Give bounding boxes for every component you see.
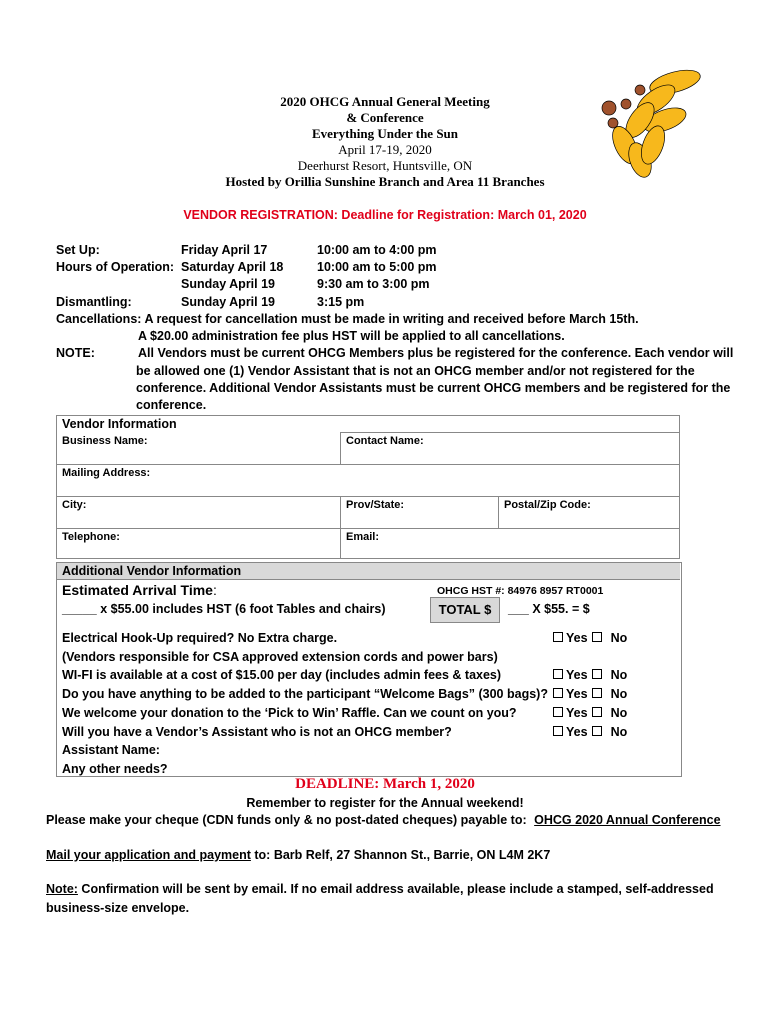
schedule-day: Saturday April 18 [181,260,284,274]
question-row: Do you have anything to be added to the participant “Welcome Bags” (300 bags)? [62,687,548,702]
question-row: (Vendors responsible for CSA approved extension cords and power bars) [62,649,498,664]
remember-note: Remember to register for the Annual weekend! [246,796,524,810]
schedule-day: Sunday April 19 [181,295,276,309]
event-subtitle: & Conference [346,110,424,125]
event-location: Deerhurst Resort, Huntsville, ON [297,158,473,173]
registration-title: VENDOR REGISTRATION: Deadline for Registration: March 01, 2020 [183,208,587,222]
checkbox-icon [592,669,602,679]
checkbox-icon [592,726,602,736]
deadline-heading: DEADLINE: March 1, 2020 [295,776,475,792]
event-dates: April 17-19, 2020 [338,142,432,157]
checkbox-icon [592,707,602,717]
admin-fee-note: A $20.00 administration fee plus HST will be applied to all cancellations. [138,329,565,343]
mail-label: Mail your application and payment [46,848,251,862]
no-checkbox[interactable]: No [592,687,628,701]
checkbox-icon [592,632,602,642]
note-label-footer: Note: [46,882,78,896]
yes-no-options [553,725,627,739]
total-calculation[interactable]: ___ X $55. = $ [508,602,590,616]
cheque-instruction: Please make your cheque (CDN funds only & no post-dated cheques) payable to: OHCG 2020 Annual Conference [46,813,721,827]
checkbox-icon [553,632,563,642]
no-checkbox[interactable]: No [592,631,628,645]
event-title: 2020 OHCG Annual General Meeting [280,94,490,109]
vendor-information-table [56,415,680,559]
yes-checkbox[interactable]: Yes [553,687,588,701]
yes-no-options [553,668,627,682]
event-theme: Everything Under the Sun [311,126,459,141]
event-hosts: Hosted by Orillia Sunshine Branch and Area 11 Branches [225,174,545,189]
question-row: Will you have a Vendor’s Assistant who is not an OHCG member? [62,724,452,739]
question-row: Electrical Hook-Up required? No Extra charge. [62,631,338,645]
mailing-address-field[interactable]: Mailing Address: [57,465,680,497]
question-row: WI-FI is available at a cost of $15.00 per day (includes admin fees & taxes) [62,668,502,683]
total-label: TOTAL $ [430,597,500,623]
checkbox-icon [592,688,602,698]
cancellation-policy: Cancellations: A request for cancellation must be made in writing and received before March 15th. [56,312,639,326]
setup-label: Set Up: [56,243,100,257]
postal-zip-field[interactable]: Postal/Zip Code: [499,497,680,529]
schedule-day: Sunday April 19 [181,277,276,291]
yes-no-options [553,706,627,720]
yes-no-options [553,687,627,701]
hst-number: OHCG HST #: 84976 8957 RT0001 [437,585,604,597]
confirmation-note-cont: business-size envelope. [46,901,190,915]
checkbox-icon [553,726,563,736]
no-checkbox[interactable]: No [592,725,628,739]
no-checkbox[interactable]: No [592,668,628,682]
tables-order-line[interactable]: _____ x $55.00 includes HST (6 foot Tables and chairs) [62,602,386,616]
question-row: Any other needs? [62,761,168,776]
contact-name-field[interactable]: Contact Name: [341,433,680,465]
email-field[interactable]: Email: [341,529,680,559]
checkbox-icon [553,707,563,717]
no-checkbox[interactable]: No [592,706,628,720]
question-row: We welcome your donation to the ‘Pick to Win’ Raffle. Can we count on you? [62,705,517,720]
yes-checkbox[interactable]: Yes [553,725,588,739]
schedule-day: Friday April 17 [181,243,268,257]
dismantling-label: Dismantling: [56,295,132,309]
telephone-field[interactable]: Telephone: [57,529,341,559]
schedule-time: 10:00 am to 5:00 pm [317,260,437,274]
logo-seed [621,99,631,109]
event-header [160,94,610,190]
confirmation-note: Note: Confirmation will be sent by email. If no email address available, please include a stamped, self-addressed [46,882,714,896]
checkbox-icon [553,688,563,698]
note-text: conference. [136,398,207,412]
note-text: All Vendors must be current OHCG Members plus be registered for the conference. Each vendor will [138,346,734,360]
additional-info-title: Additional Vendor Information [62,564,242,578]
checkbox-icon [553,669,563,679]
yes-checkbox[interactable]: Yes [553,668,588,682]
mailing-instruction [46,848,550,862]
prov-state-field[interactable]: Prov/State: [341,497,499,529]
schedule-time: 9:30 am to 3:00 pm [317,277,430,291]
question-row: Assistant Name: [62,743,160,758]
arrival-time-label[interactable]: Estimated Arrival Time: [62,582,217,598]
yes-no-options [553,631,627,645]
business-name-field[interactable]: Business Name: [57,433,341,465]
vendor-info-title: Vendor Information [57,416,680,433]
yes-checkbox[interactable]: Yes [553,631,588,645]
hours-label: Hours of Operation: [56,260,175,274]
note-text: be allowed one (1) Vendor Assistant that is not an OHCG member and/or not registered for the [136,364,695,378]
yes-checkbox[interactable]: Yes [553,706,588,720]
note-text: conference. Additional Vendor Assistants must be current OHCG members and be registered for the [136,381,731,395]
note-label: NOTE: [56,346,95,360]
schedule-time: 10:00 am to 4:00 pm [317,243,437,257]
mail-address: to: Barb Relf, 27 Shannon St., Barrie, ON L4M 2K7 [250,848,551,862]
city-field[interactable]: City: [57,497,341,529]
schedule-time: 3:15 pm [317,295,365,309]
cheque-payee: OHCG 2020 Annual Conference [534,813,721,827]
logo-seed [635,85,645,95]
